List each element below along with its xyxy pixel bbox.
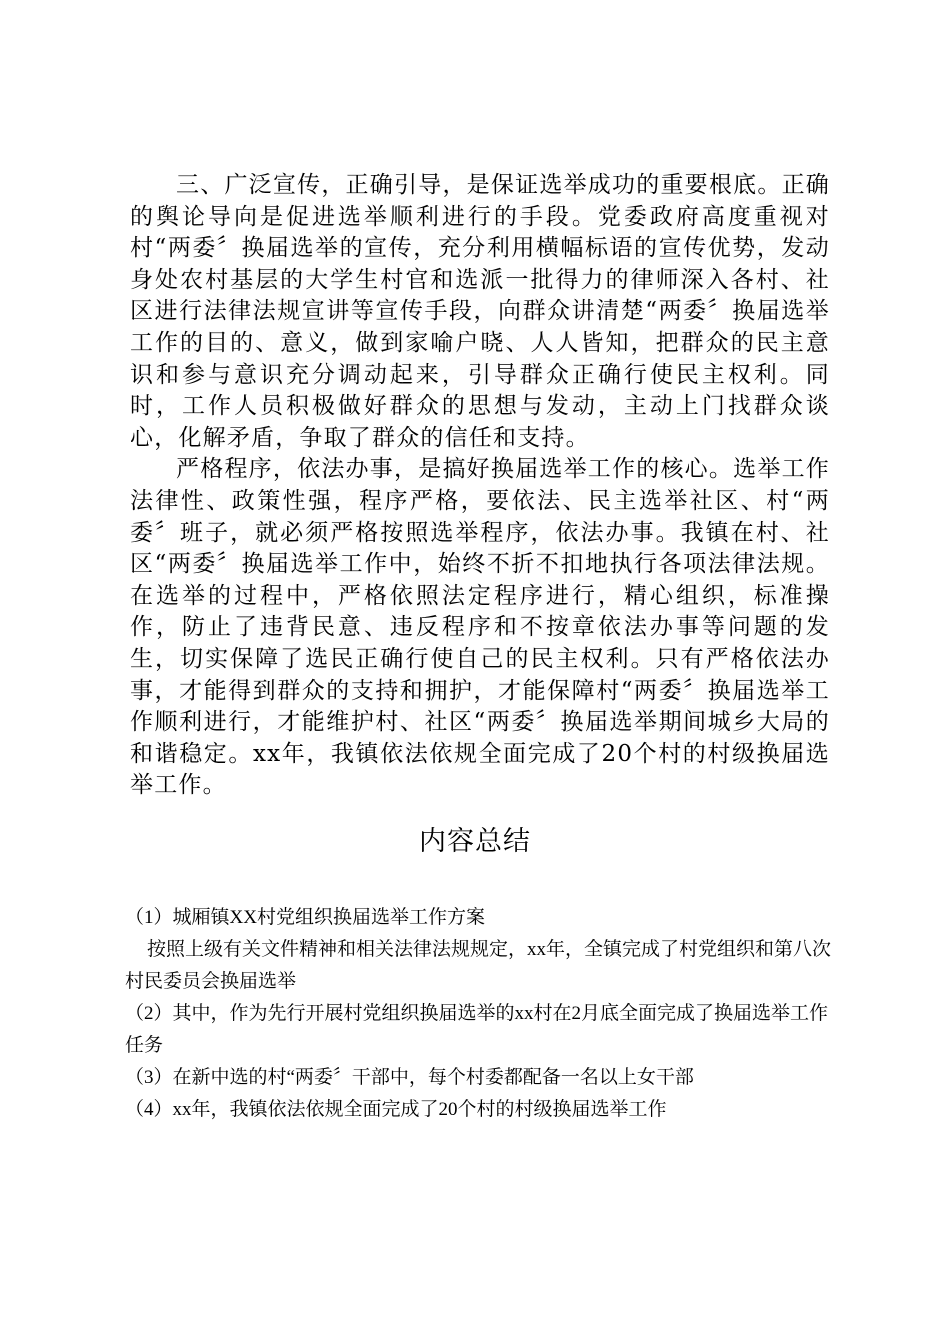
- summary-item: （4）xx年，我镇依法依规全面完成了20个村的村级换届选举工作: [125, 1099, 667, 1120]
- body-paragraph: 严格程序，依法办事，是搞好换届选举工作的核心。选举工作法律性、政策性强，程序严格，要依法、民主选举社区、村“两委〞班子，就必须严格按照选举程序，依法办事。我镇在村、社区“两委〞换届选举工作中，始终不折不扣地执行各项法律法规。在选举的过程中，严格依照法定程序进行，精心组织，标准操作，防止了违背民意、违反程序和不按章依法办事等问题的发生，切实保障了选民正确行使自己的民主权利。只有严格依法办事，才能得到群众的支持和拥护，才能保障村“两委〞换届选举工作顺利进行，才能维护村、社区“两委〞换届选举期间城乡大局的和谐稳定。xx年，我镇依法依规全面完成了20个村的村级换届选举工作。: [130, 456, 830, 799]
- summary-list: [125, 902, 835, 1126]
- summary-item: 按照上级有关文件精神和相关法律法规规定，xx年，全镇完成了村党组织和第八次村民委员会换届选举: [125, 939, 832, 992]
- summary-item: （3）在新中选的村“两委〞干部中，每个村委都配备一名以上女干部: [125, 1067, 694, 1088]
- summary-item: （2）其中，作为先行开展村党组织换届选举的xx村在2月底全面完成了换届选举工作任务: [125, 1003, 829, 1056]
- body-paragraph: 三、广泛宣传，正确引导，是保证选举成功的重要根底。正确的舆论导向是促进选举顺利进行的手段。党委政府高度重视对村“两委〞换届选举的宣传，充分利用横幅标语的宣传优势，发动身处农村基层的大学生村官和选派一批得力的律师深入各村、社区进行法律法规宣讲等宣传手段，向群众讲清楚“两委〞换届选举工作的目的、意义，做到家喻户晓、人人皆知，把群众的民主意识和参与意识充分调动起来，引导群众正确行使民主权利。同时，工作人员积极做好群众的思想与发动，主动上门找群众谈心，化解矛盾，争取了群众的信任和支持。: [130, 172, 830, 451]
- summary-title: 内容总结: [419, 826, 531, 857]
- summary-item: （1）城厢镇XX村党组织换届选举工作方案: [125, 907, 485, 928]
- document-body: [130, 170, 830, 802]
